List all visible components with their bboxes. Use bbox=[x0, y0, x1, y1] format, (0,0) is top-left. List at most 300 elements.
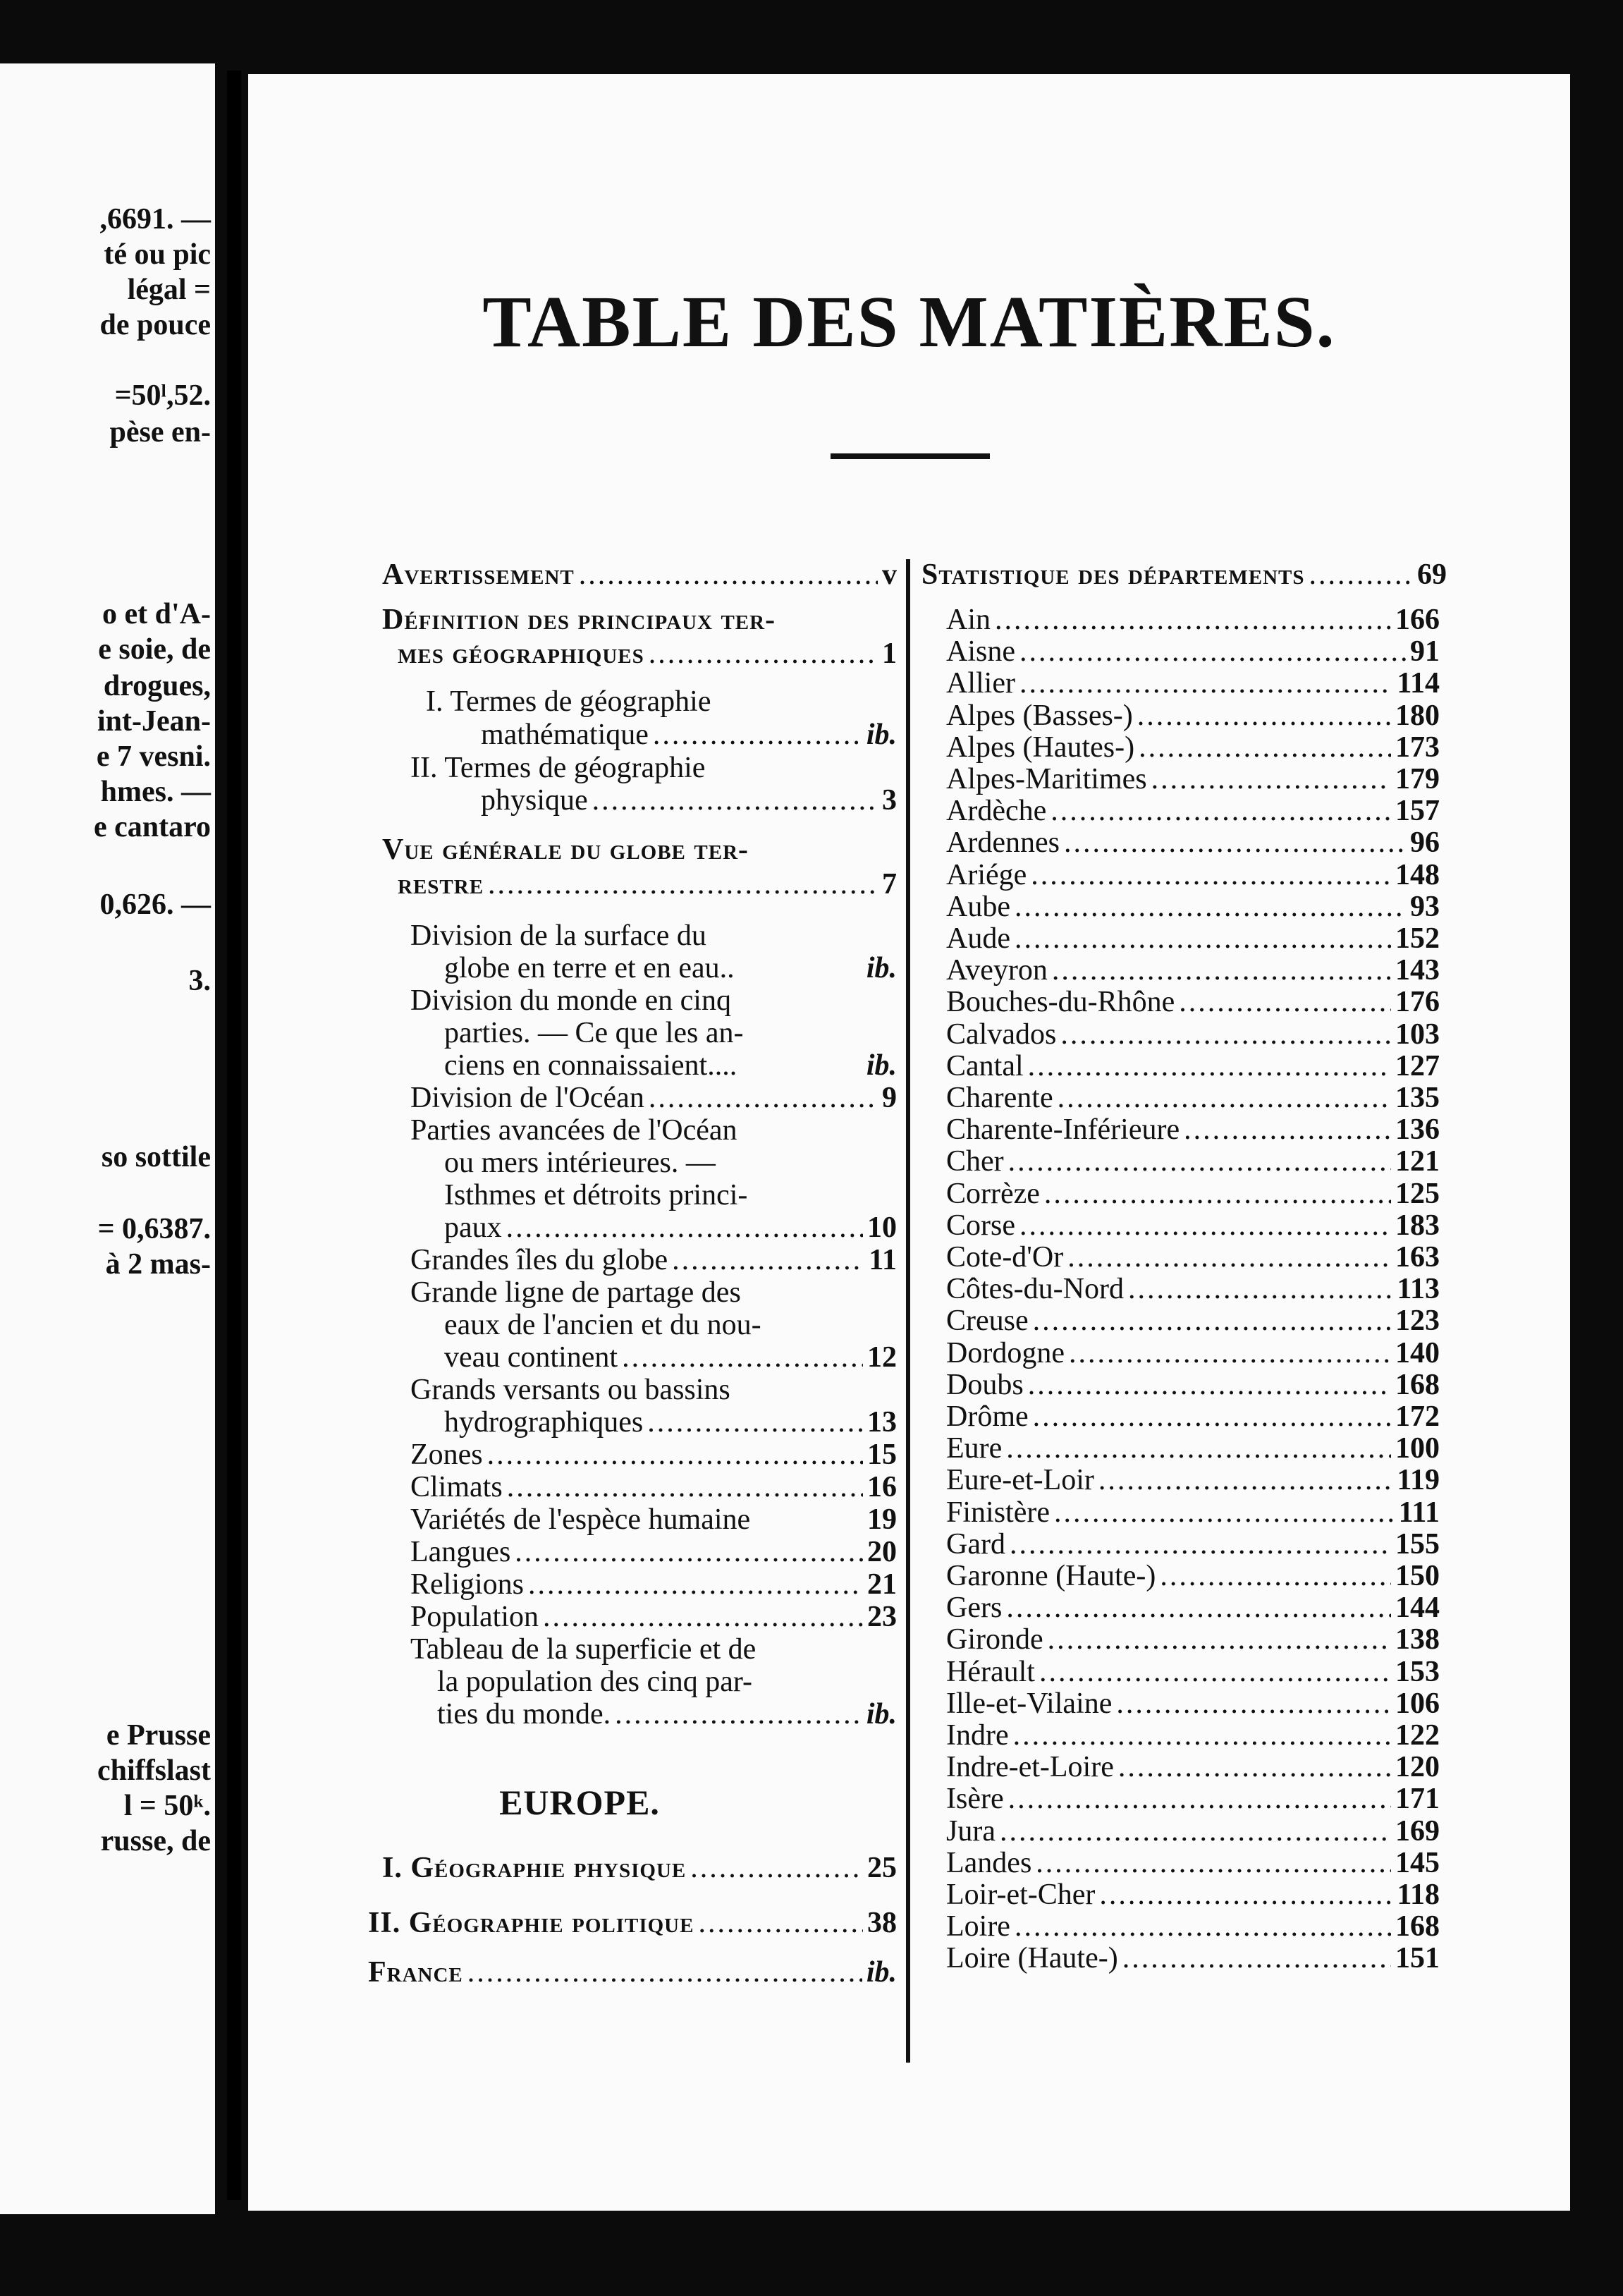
dot-leader bbox=[1122, 1943, 1391, 1974]
toc-entry-label: eaux de l'ancien et du nou- bbox=[444, 1309, 761, 1341]
dot-leader bbox=[1033, 1305, 1391, 1336]
department-entry bbox=[946, 955, 1440, 986]
toc-entry-label: paux bbox=[444, 1211, 502, 1244]
toc-entry-label: Vue générale du globe ter- bbox=[382, 833, 749, 866]
toc-entry-label: Alpes-Maritimes bbox=[946, 763, 1147, 795]
department-entry bbox=[946, 1242, 1440, 1273]
toc-entry-label: restre bbox=[398, 868, 484, 900]
toc-entry-page: 120 bbox=[1395, 1751, 1440, 1784]
toc-entry-label: Ille-et-Vilaine bbox=[946, 1687, 1113, 1720]
toc-entry-label: ou mers intérieures. — bbox=[444, 1147, 716, 1179]
dot-leader bbox=[1098, 1465, 1392, 1496]
facing-page-line: à 2 mas- bbox=[105, 1248, 211, 1281]
toc-entry-label: Indre bbox=[946, 1719, 1009, 1752]
department-entry bbox=[946, 1274, 1440, 1305]
dot-leader bbox=[1160, 1561, 1391, 1592]
toc-entry bbox=[410, 1472, 897, 1503]
dot-leader bbox=[1028, 1051, 1391, 1082]
toc-entry-label: Eure bbox=[946, 1432, 1003, 1465]
toc-entry-page: 23 bbox=[867, 1601, 897, 1633]
department-entry bbox=[946, 1114, 1440, 1145]
toc-entry-page: 93 bbox=[1410, 890, 1440, 923]
dot-leader bbox=[1008, 1783, 1391, 1814]
facing-page-line: =50ˡ,52. bbox=[114, 379, 211, 412]
dot-leader bbox=[1054, 1497, 1395, 1528]
toc-entry-page: 169 bbox=[1395, 1814, 1440, 1848]
toc-entry-label: Calvados bbox=[946, 1018, 1057, 1051]
department-entry bbox=[946, 1656, 1440, 1687]
department-entry bbox=[946, 1338, 1440, 1369]
toc-entry-page: 69 bbox=[1417, 558, 1447, 591]
facing-page-line: russe, de bbox=[100, 1825, 211, 1857]
dot-leader bbox=[1048, 1624, 1391, 1655]
toc-entry bbox=[444, 1212, 897, 1243]
dot-leader bbox=[1008, 1146, 1391, 1177]
toc-entry-label: Alpes (Hautes-) bbox=[946, 731, 1135, 764]
dot-leader bbox=[672, 1245, 864, 1276]
toc-entry-page: 113 bbox=[1397, 1273, 1440, 1306]
dot-leader bbox=[649, 638, 878, 669]
toc-entry-page: 171 bbox=[1395, 1783, 1440, 1816]
department-entry bbox=[946, 1401, 1440, 1432]
department-entry bbox=[946, 1497, 1440, 1528]
toc-entry-label: Ardennes bbox=[946, 826, 1060, 860]
department-entry bbox=[946, 1051, 1440, 1082]
toc-entry-label: Drôme bbox=[946, 1400, 1029, 1433]
toc-entry-page: 3 bbox=[882, 784, 897, 817]
toc-entry-page: 119 bbox=[1397, 1464, 1440, 1497]
dot-leader bbox=[1099, 1879, 1392, 1910]
toc-entry-page: 136 bbox=[1395, 1113, 1440, 1147]
toc-entry-europe bbox=[382, 1852, 897, 1883]
department-entry bbox=[946, 1879, 1440, 1910]
toc-entry bbox=[410, 752, 897, 783]
toc-entry-label: Religions bbox=[410, 1568, 525, 1601]
toc-entry bbox=[437, 1666, 897, 1697]
dot-leader bbox=[1006, 1433, 1391, 1464]
toc-entry-page: 1 bbox=[882, 637, 897, 670]
dot-leader bbox=[467, 1957, 862, 1988]
department-entry bbox=[946, 1592, 1440, 1623]
dot-leader bbox=[528, 1569, 863, 1600]
facing-page-line: de pouce bbox=[99, 309, 211, 341]
toc-entry-label: ciens en connaissaient.... bbox=[444, 1049, 737, 1082]
toc-entry-label: Tableau de la superficie et de bbox=[410, 1633, 757, 1666]
toc-entry-page: 143 bbox=[1395, 954, 1440, 987]
toc-entry-page: 135 bbox=[1395, 1082, 1440, 1114]
department-entry bbox=[946, 860, 1440, 891]
toc-entry-label: Aisne bbox=[946, 635, 1015, 668]
toc-entry bbox=[481, 719, 897, 750]
department-entry bbox=[946, 1465, 1440, 1496]
facing-page-line: = 0,6387. bbox=[97, 1213, 211, 1245]
toc-entry-label: Loire bbox=[946, 1910, 1010, 1943]
toc-entry-page: 21 bbox=[867, 1568, 897, 1601]
toc-entry-page: 151 bbox=[1395, 1942, 1440, 1975]
dot-leader bbox=[622, 1342, 863, 1373]
toc-entry bbox=[444, 1309, 897, 1341]
toc-entry-page: 157 bbox=[1395, 795, 1440, 828]
department-entry bbox=[946, 1911, 1440, 1942]
toc-entry-page: 7 bbox=[882, 868, 897, 900]
toc-entry bbox=[410, 1374, 897, 1405]
department-entry bbox=[946, 1433, 1440, 1464]
department-entry bbox=[946, 1019, 1440, 1050]
toc-entry-label: Hérault bbox=[946, 1655, 1035, 1688]
toc-entry-label: Parties avancées de l'Océan bbox=[410, 1114, 737, 1147]
toc-entry bbox=[444, 1180, 897, 1211]
facing-page-line: e Prusse bbox=[106, 1719, 211, 1752]
department-entry bbox=[946, 1305, 1440, 1336]
toc-entry-label: Langues bbox=[410, 1536, 511, 1568]
department-entry bbox=[946, 1529, 1440, 1560]
department-entry bbox=[946, 1210, 1440, 1241]
toc-entry bbox=[444, 953, 897, 984]
dot-leader bbox=[1013, 1720, 1391, 1751]
toc-entry-label: Population bbox=[410, 1601, 539, 1633]
dot-leader bbox=[1015, 891, 1406, 922]
toc-entry-label: Cantal bbox=[946, 1049, 1024, 1082]
dot-leader bbox=[1036, 1848, 1391, 1879]
toc-entry-label: Isthmes et détroits princi- bbox=[444, 1179, 748, 1211]
toc-entry-label: Division du monde en cinq bbox=[410, 984, 731, 1017]
toc-entry-page: 106 bbox=[1395, 1687, 1440, 1720]
department-entry bbox=[946, 795, 1440, 826]
toc-entry-page: 166 bbox=[1395, 604, 1440, 636]
title-rule bbox=[831, 453, 990, 459]
toc-entry-page: ib. bbox=[866, 1956, 897, 1989]
toc-entry-page: ib. bbox=[866, 1698, 897, 1730]
toc-entry bbox=[398, 638, 897, 669]
toc-entry-label: Gard bbox=[946, 1527, 1005, 1561]
department-entry bbox=[946, 1720, 1440, 1751]
toc-entry bbox=[410, 1245, 897, 1276]
toc-entry-page: 155 bbox=[1395, 1527, 1440, 1561]
toc-entry-label: veau continent bbox=[444, 1341, 618, 1374]
toc-entry-label: Avertissement bbox=[382, 558, 575, 591]
toc-entry-label: globe en terre et en eau.. bbox=[444, 952, 735, 984]
toc-entry bbox=[410, 1601, 897, 1632]
toc-entry-page: 114 bbox=[1397, 667, 1440, 700]
toc-entry-label: Jura bbox=[946, 1814, 996, 1848]
toc-entry-page: 168 bbox=[1395, 1910, 1440, 1943]
toc-entry-label: Creuse bbox=[946, 1305, 1029, 1338]
toc-entry-page: 121 bbox=[1395, 1145, 1440, 1178]
dot-leader bbox=[1044, 1178, 1391, 1209]
dot-leader bbox=[543, 1601, 863, 1632]
toc-entry-page: 176 bbox=[1395, 986, 1440, 1019]
toc-entry-label: Variétés de l'espèce humaine bbox=[410, 1503, 751, 1536]
toc-entry-page: 173 bbox=[1395, 731, 1440, 764]
toc-entry-page: 153 bbox=[1395, 1655, 1440, 1688]
department-entry bbox=[946, 1561, 1440, 1592]
dot-leader bbox=[647, 1407, 863, 1438]
toc-entry-page: 138 bbox=[1395, 1623, 1440, 1656]
dot-leader bbox=[1033, 1401, 1391, 1432]
toc-entry bbox=[444, 1407, 897, 1438]
facing-page-line: ,6691. — bbox=[99, 203, 211, 236]
facing-page-line: so sottile bbox=[101, 1141, 211, 1173]
facing-page-line: légal = bbox=[127, 274, 211, 306]
toc-entry-page: 122 bbox=[1395, 1719, 1440, 1752]
dot-leader bbox=[1184, 1114, 1391, 1145]
toc-entry-label: mathématique bbox=[481, 719, 649, 751]
facing-page-line: int-Jean- bbox=[97, 705, 211, 738]
toc-entry-europe bbox=[368, 1907, 897, 1938]
toc-entry-page: 16 bbox=[867, 1471, 897, 1503]
toc-entry-page: 9 bbox=[882, 1082, 897, 1114]
toc-entry-label: Aude bbox=[946, 922, 1010, 955]
dot-leader bbox=[1064, 827, 1406, 858]
toc-entry bbox=[444, 1018, 897, 1049]
facing-page-line: 0,626. — bbox=[99, 889, 211, 921]
department-entry bbox=[946, 604, 1440, 635]
facing-page-line: hmes. — bbox=[100, 776, 211, 808]
dot-leader bbox=[1058, 1082, 1391, 1113]
toc-entry-label: II. Géographie politique bbox=[368, 1907, 694, 1939]
toc-entry-label: Ain bbox=[946, 604, 991, 636]
toc-entry-label: Corrèze bbox=[946, 1177, 1040, 1210]
toc-entry bbox=[398, 869, 897, 900]
toc-entry-page: 127 bbox=[1395, 1049, 1440, 1082]
toc-entry-label: Zones bbox=[410, 1439, 483, 1471]
europe-heading: EUROPE. bbox=[499, 1783, 660, 1822]
toc-entry-page: 172 bbox=[1395, 1400, 1440, 1433]
toc-entry-page: 38 bbox=[867, 1907, 897, 1939]
dot-leader bbox=[1116, 1688, 1391, 1719]
dot-leader bbox=[1010, 1529, 1391, 1560]
dot-leader bbox=[615, 1699, 862, 1730]
toc-entry-page: 15 bbox=[867, 1439, 897, 1471]
toc-entry-label: Isère bbox=[946, 1783, 1004, 1816]
toc-entry bbox=[382, 559, 897, 590]
dot-leader bbox=[1067, 1242, 1391, 1273]
toc-entry-page: 10 bbox=[867, 1211, 897, 1244]
toc-entry bbox=[481, 785, 897, 816]
toc-entry-label: ties du monde. bbox=[437, 1698, 611, 1730]
toc-entry-label: Côtes-du-Nord bbox=[946, 1273, 1124, 1306]
toc-entry-page: ib. bbox=[866, 1049, 897, 1082]
toc-entry-europe bbox=[368, 1957, 897, 1988]
facing-page-line: drogues, bbox=[103, 670, 211, 702]
toc-entry-label: physique bbox=[481, 784, 588, 817]
dot-leader bbox=[1139, 732, 1391, 763]
dot-leader bbox=[1019, 1210, 1391, 1241]
toc-entry-label: Loire (Haute-) bbox=[946, 1942, 1118, 1975]
toc-entry bbox=[426, 686, 897, 717]
toc-entry-label: Grandes îles du globe bbox=[410, 1244, 668, 1276]
dot-leader bbox=[1031, 860, 1391, 891]
toc-entry-page: 100 bbox=[1395, 1432, 1440, 1465]
toc-entry-label: hydrographiques bbox=[444, 1406, 644, 1439]
toc-entry-page: 12 bbox=[867, 1341, 897, 1374]
toc-entry bbox=[410, 1277, 897, 1308]
toc-entry-page: 118 bbox=[1397, 1879, 1440, 1911]
dot-leader bbox=[1039, 1656, 1391, 1687]
dot-leader bbox=[579, 559, 878, 590]
toc-entry bbox=[444, 1147, 897, 1178]
toc-entry-label: mes géographiques bbox=[398, 637, 644, 670]
department-entry bbox=[946, 1624, 1440, 1655]
dot-leader bbox=[487, 1439, 863, 1470]
toc-entry bbox=[382, 604, 897, 635]
toc-entry-label: Landes bbox=[946, 1846, 1032, 1879]
toc-entry-label: Gironde bbox=[946, 1623, 1043, 1656]
department-entry bbox=[946, 1848, 1440, 1879]
toc-entry-label: Cher bbox=[946, 1145, 1004, 1178]
toc-entry-page: 144 bbox=[1395, 1592, 1440, 1625]
department-entry bbox=[946, 1783, 1440, 1814]
toc-entry-label: Eure-et-Loir bbox=[946, 1464, 1094, 1497]
dot-leader bbox=[649, 1082, 878, 1113]
facing-page-line: e soie, de bbox=[98, 633, 211, 666]
facing-page-line: 3. bbox=[188, 965, 211, 997]
department-entry bbox=[946, 1752, 1440, 1783]
department-entry bbox=[946, 732, 1440, 763]
toc-entry-page: 145 bbox=[1395, 1846, 1440, 1879]
toc-entry-page: 91 bbox=[1410, 635, 1440, 668]
department-entry bbox=[946, 923, 1440, 954]
toc-entry bbox=[382, 834, 897, 865]
toc-entry-page: v bbox=[882, 558, 897, 591]
toc-entry-page: 125 bbox=[1395, 1177, 1440, 1210]
toc-entry-page: 180 bbox=[1395, 699, 1440, 732]
dot-leader bbox=[1000, 1816, 1391, 1847]
department-entry bbox=[946, 1816, 1440, 1847]
department-entry bbox=[946, 636, 1440, 667]
toc-entry-page: 25 bbox=[867, 1852, 897, 1884]
toc-entry-label: Définition des principaux ter- bbox=[382, 604, 776, 636]
facing-page-line: té ou pic bbox=[104, 238, 211, 271]
toc-entry-label: Charente bbox=[946, 1082, 1053, 1114]
toc-entry bbox=[444, 1050, 897, 1081]
dot-leader bbox=[690, 1852, 863, 1883]
facing-page-line: l = 50ᵏ. bbox=[123, 1790, 211, 1822]
toc-entry-label: la population des cinq par- bbox=[437, 1666, 753, 1698]
toc-entry-page: 19 bbox=[867, 1503, 897, 1536]
toc-entry-page: ib. bbox=[866, 952, 897, 984]
toc-entry-page: 152 bbox=[1395, 922, 1440, 955]
toc-entry-page: 13 bbox=[867, 1406, 897, 1439]
toc-entry-page: ib. bbox=[866, 719, 897, 751]
toc-entry bbox=[444, 1342, 897, 1373]
department-entry bbox=[946, 1082, 1440, 1113]
toc-entry-label: Loir-et-Cher bbox=[946, 1879, 1096, 1911]
toc-entry-page: 163 bbox=[1395, 1241, 1440, 1274]
dot-leader bbox=[1015, 923, 1391, 954]
toc-entry-label: Aveyron bbox=[946, 954, 1048, 987]
dot-leader bbox=[698, 1907, 863, 1938]
dot-leader bbox=[1060, 1019, 1391, 1050]
page-title: TABLE DES MATIÈRES. bbox=[482, 281, 1336, 362]
toc-entry-label: Aube bbox=[946, 890, 1010, 923]
toc-entry-page: 111 bbox=[1398, 1496, 1440, 1529]
dot-leader bbox=[507, 1472, 863, 1503]
toc-entry-label: Cote-d'Or bbox=[946, 1241, 1064, 1274]
toc-entry-page: 168 bbox=[1395, 1368, 1440, 1401]
toc-entry-label: France bbox=[368, 1956, 463, 1989]
dot-leader bbox=[1052, 955, 1391, 986]
toc-entry bbox=[410, 920, 897, 951]
toc-entry-label: Charente-Inférieure bbox=[946, 1113, 1180, 1147]
book-binding-edge bbox=[227, 71, 241, 2200]
dot-leader bbox=[1006, 1592, 1391, 1623]
facing-page-line: e cantaro bbox=[93, 811, 211, 843]
department-entry bbox=[946, 1178, 1440, 1209]
toc-entry-page: 11 bbox=[869, 1244, 897, 1276]
toc-entry-label: I. Termes de géographie bbox=[426, 685, 711, 718]
toc-entry-label: Grande ligne de partage des bbox=[410, 1276, 741, 1309]
toc-entry-page: 140 bbox=[1395, 1336, 1440, 1369]
department-entry bbox=[946, 827, 1440, 858]
dot-leader bbox=[488, 869, 878, 900]
column-divider bbox=[906, 559, 910, 2063]
department-entry bbox=[946, 1146, 1440, 1177]
department-entry bbox=[946, 891, 1440, 922]
toc-entry-label: Grands versants ou bassins bbox=[410, 1374, 730, 1406]
toc-entry-page: 103 bbox=[1395, 1018, 1440, 1051]
dot-leader bbox=[515, 1537, 863, 1568]
toc-entry-page: 96 bbox=[1410, 826, 1440, 860]
toc-entry-page: 123 bbox=[1395, 1305, 1440, 1338]
toc-entry-label: Indre-et-Loire bbox=[946, 1751, 1114, 1784]
department-entry bbox=[946, 700, 1440, 731]
dot-leader bbox=[653, 719, 862, 750]
toc-entry-label: Ardèche bbox=[946, 795, 1047, 828]
dot-leader bbox=[506, 1212, 863, 1243]
toc-entry bbox=[410, 1537, 897, 1568]
dot-leader bbox=[1151, 764, 1391, 795]
toc-entry bbox=[410, 1569, 897, 1600]
toc-entry-label: Ariége bbox=[946, 858, 1027, 891]
toc-entry-page: 183 bbox=[1395, 1209, 1440, 1242]
toc-entry-label: I. Géographie physique bbox=[382, 1852, 687, 1884]
facing-page-fragment bbox=[0, 63, 215, 2214]
toc-entry bbox=[410, 1439, 897, 1470]
toc-entry-page: 20 bbox=[867, 1536, 897, 1568]
dot-leader bbox=[1128, 1274, 1392, 1305]
dot-leader bbox=[1019, 668, 1392, 699]
dot-leader bbox=[995, 604, 1391, 635]
facing-page-line: pèse en- bbox=[109, 416, 211, 448]
departments-heading bbox=[921, 559, 1447, 590]
dot-leader bbox=[1028, 1369, 1391, 1400]
toc-entry bbox=[410, 1634, 897, 1665]
dot-leader bbox=[592, 785, 878, 816]
toc-entry bbox=[437, 1699, 897, 1730]
department-entry bbox=[946, 668, 1440, 699]
toc-entry-label: Doubs bbox=[946, 1368, 1024, 1401]
dot-leader bbox=[1019, 636, 1406, 667]
toc-entry-label: Gers bbox=[946, 1592, 1003, 1625]
toc-entry-label: II. Termes de géographie bbox=[410, 752, 706, 784]
toc-entry bbox=[410, 985, 897, 1016]
toc-entry-label: Bouches-du-Rhône bbox=[946, 986, 1175, 1019]
facing-page-line: o et d'A- bbox=[102, 598, 211, 630]
toc-entry-label: Dordogne bbox=[946, 1336, 1065, 1369]
department-entry bbox=[946, 1688, 1440, 1719]
dot-leader bbox=[1118, 1752, 1391, 1783]
toc-page bbox=[248, 74, 1570, 2211]
toc-entry-label: Division de la surface du bbox=[410, 920, 706, 952]
department-entry bbox=[946, 1943, 1440, 1974]
dot-leader bbox=[1015, 1911, 1391, 1942]
facing-page-line: chiffslast bbox=[97, 1754, 211, 1787]
facing-page-line: e 7 vesni. bbox=[96, 740, 211, 773]
toc-entry-label: Alpes (Basses-) bbox=[946, 699, 1133, 732]
toc-entry bbox=[410, 1504, 897, 1535]
toc-entry-page: 179 bbox=[1395, 763, 1440, 795]
